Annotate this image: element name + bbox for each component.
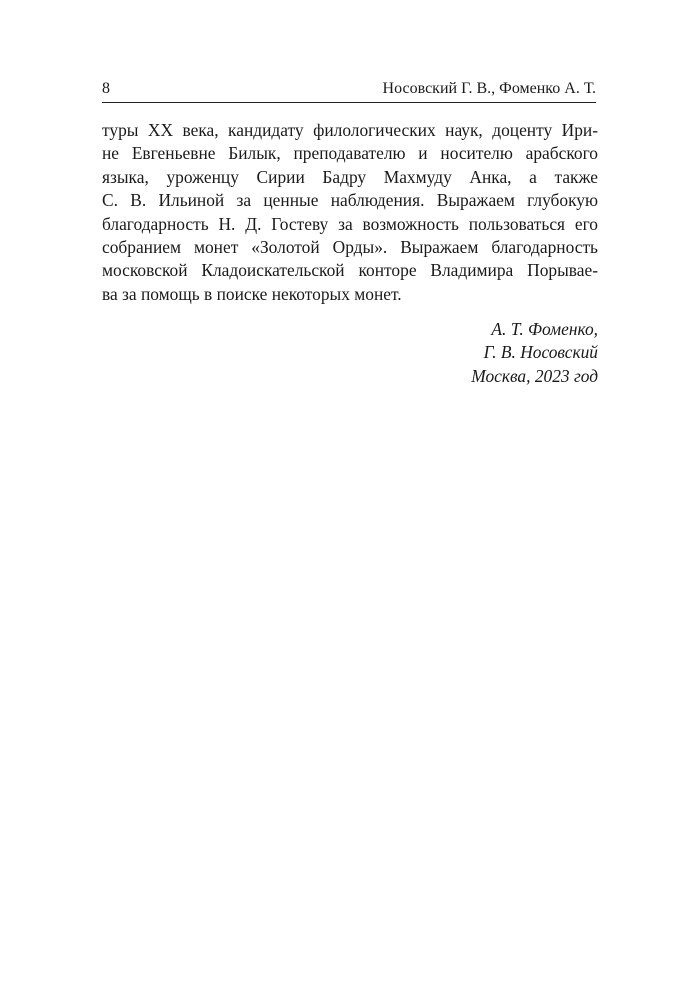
paragraph-line: благодарность Н. Д. Гостеву за возможность пользоваться его: [102, 213, 598, 234]
paragraph-line: языка, уроженцу Сирии Бадру Махмуду Анка, а также: [102, 166, 598, 187]
paragraph-line: С. В. Ильиной за ценные наблюдения. Выражаем глубокую: [102, 190, 598, 211]
paragraph-line: собранием монет «Золотой Орды». Выражаем благодарность: [102, 236, 598, 257]
running-title: Носовский Г. В., Фоменко А. Т.: [382, 80, 596, 97]
paragraph-line: ва за помощь в поиске некоторых монет.: [102, 283, 402, 304]
paragraph-line: туры XX века, кандидату филологических наук, доценту Ири-: [102, 120, 598, 140]
paragraph-line: не Евгеньевне Билык, преподавателю и носителю арабского: [102, 143, 598, 164]
place-and-date: Москва, 2023 год: [471, 365, 598, 386]
page-number: 8: [102, 80, 110, 97]
body-paragraph: [102, 119, 598, 306]
paragraph-line: московской Кладоискательской конторе Владимира Порывае-: [102, 260, 598, 281]
author-signature: Г. В. Носовский: [483, 342, 598, 363]
author-signature: А. Т. Фоменко,: [491, 319, 598, 339]
signature-block: [471, 318, 598, 388]
running-header: [102, 80, 596, 103]
